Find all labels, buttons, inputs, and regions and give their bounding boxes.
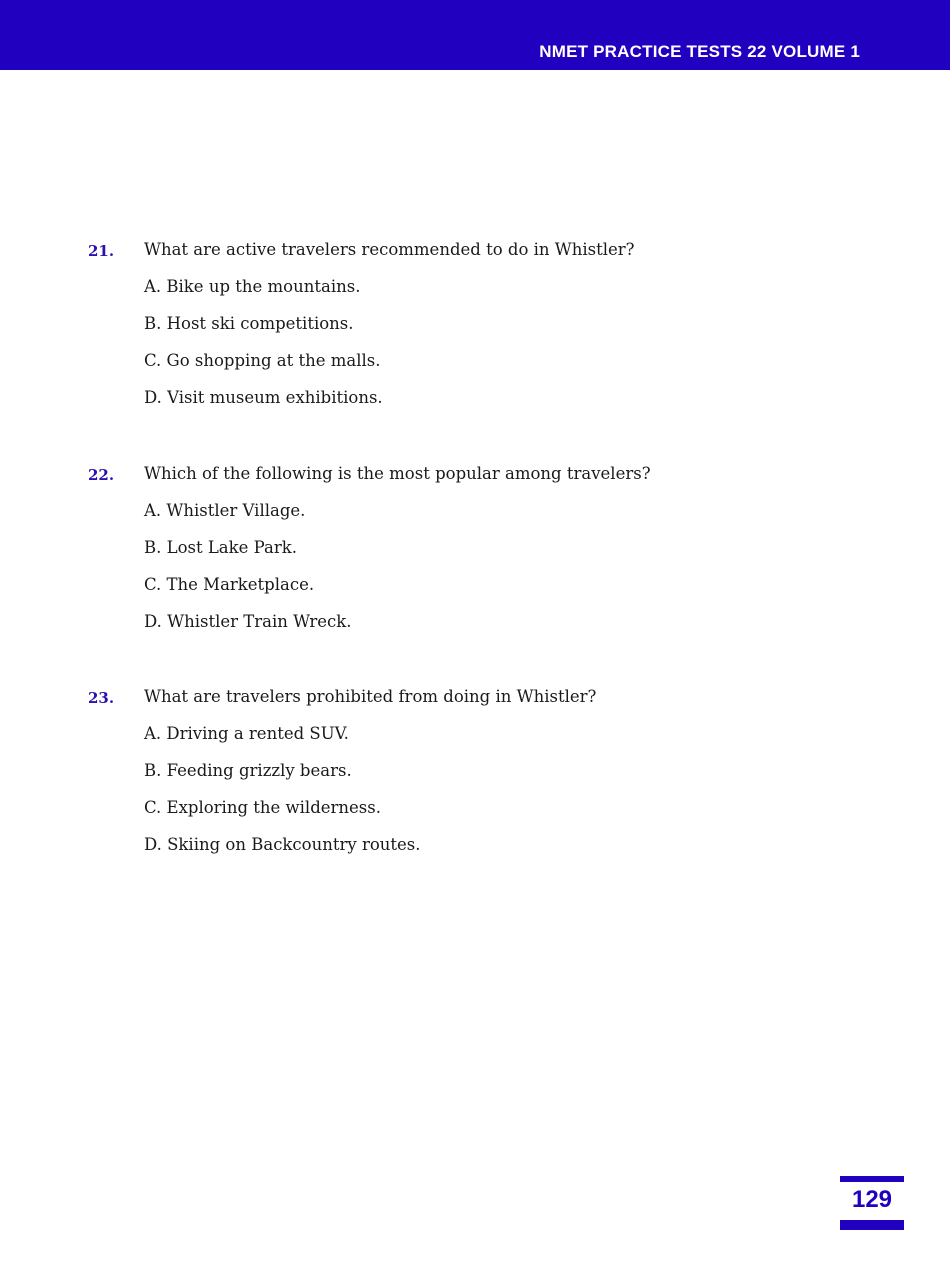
- option-d: D. Skiing on Backcountry routes.: [144, 835, 421, 854]
- question-number: 23.: [88, 689, 115, 707]
- option-d: D. Whistler Train Wreck.: [144, 612, 352, 631]
- question-stem: What are active travelers recommended to do in Whistler?: [144, 240, 635, 259]
- page-number-rule-top: [840, 1176, 904, 1182]
- option-d: D. Visit museum exhibitions.: [144, 388, 383, 407]
- page-number-rule-bottom: [840, 1220, 904, 1230]
- question-number: 22.: [88, 466, 115, 484]
- option-c: C. Exploring the wilderness.: [144, 798, 381, 817]
- option-a: A. Bike up the mountains.: [144, 277, 361, 296]
- option-a: A. Whistler Village.: [144, 501, 306, 520]
- question-stem: Which of the following is the most popular among travelers?: [144, 464, 651, 483]
- option-b: B. Feeding grizzly bears.: [144, 761, 352, 780]
- header-title: NMET PRACTICE TESTS 22 VOLUME 1: [539, 42, 860, 61]
- option-b: B. Lost Lake Park.: [144, 538, 297, 557]
- option-c: C. Go shopping at the malls.: [144, 351, 381, 370]
- question-number: 21.: [88, 242, 115, 260]
- header-bar: [0, 0, 950, 70]
- option-c: C. The Marketplace.: [144, 575, 315, 594]
- page-number: 129: [851, 1186, 893, 1213]
- question-stem: What are travelers prohibited from doing in Whistler?: [144, 687, 597, 706]
- page-number-box: [840, 1176, 904, 1230]
- option-a: A. Driving a rented SUV.: [144, 724, 349, 743]
- option-b: B. Host ski competitions.: [144, 314, 354, 333]
